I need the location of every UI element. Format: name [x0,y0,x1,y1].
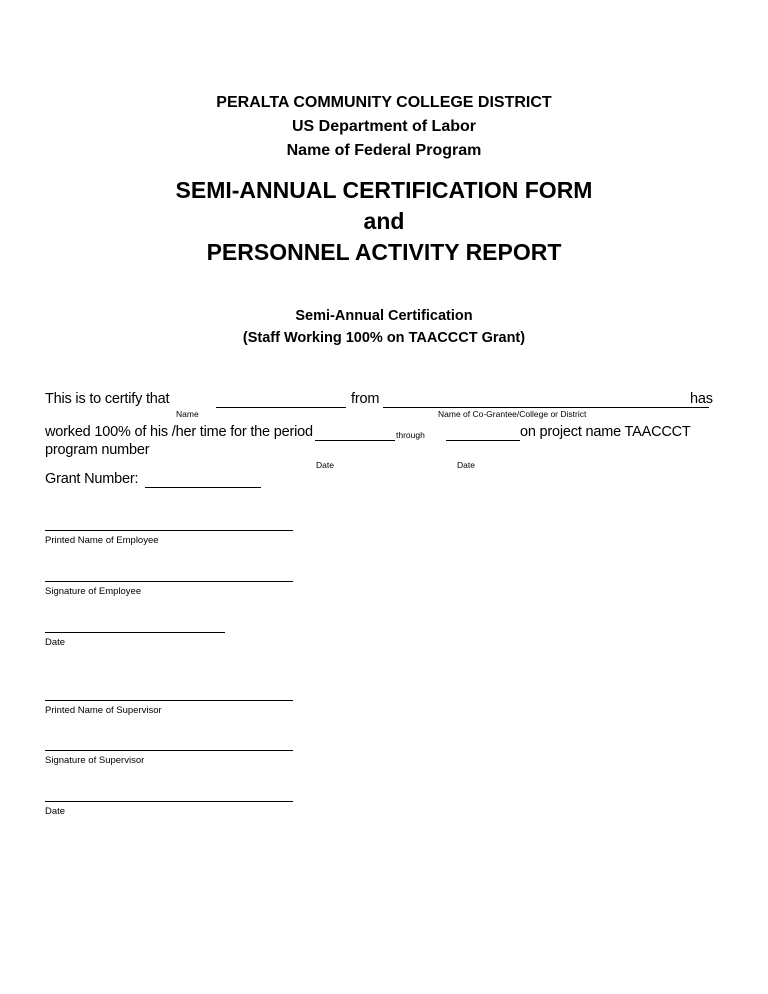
cograntee-field[interactable] [383,407,709,408]
signature-supervisor-label: Signature of Supervisor [45,755,145,766]
has-text: has [690,391,713,407]
title-line-2: and [363,208,405,234]
supervisor-date-field[interactable] [45,801,293,802]
printed-name-supervisor-label: Printed Name of Supervisor [45,705,162,716]
program-number-text: program number [45,442,150,458]
signature-supervisor-field[interactable] [45,750,293,751]
cograntee-label: Name of Co-Grantee/College or District [438,409,587,419]
grant-number-field[interactable] [145,487,261,488]
subtitle-line-1: Semi-Annual Certification [295,308,473,324]
program-name: Name of Federal Program [286,142,482,159]
through-text: through [396,430,425,440]
printed-name-employee-field[interactable] [45,530,293,531]
date-label-end: Date [457,460,475,470]
district-name: PERALTA COMMUNITY COLLEGE DISTRICT [216,94,552,111]
supervisor-date-label: Date [45,806,66,817]
employee-date-label: Date [45,637,66,648]
certify-prefix: This is to certify that [45,391,170,407]
printed-name-employee-label: Printed Name of Employee [45,535,159,546]
date-label-start: Date [316,460,334,470]
worked-text: worked 100% of his /her time for the period [45,424,313,440]
employee-name-field[interactable] [216,407,346,408]
from-text: from [351,391,380,407]
signature-employee-field[interactable] [45,581,293,582]
signature-employee-label: Signature of Employee [45,586,142,597]
department-name: US Department of Labor [291,118,476,135]
period-end-field[interactable] [446,440,520,441]
grant-number-label: Grant Number: [45,471,139,487]
period-start-field[interactable] [315,440,395,441]
printed-name-supervisor-field[interactable] [45,700,293,701]
subtitle-line-2: (Staff Working 100% on TAACCCT Grant) [242,330,526,346]
employee-date-field[interactable] [45,632,225,633]
on-project-text: on project name TAACCCT [520,424,691,440]
name-label: Name [176,409,199,419]
title-line-1: SEMI-ANNUAL CERTIFICATION FORM [175,177,593,203]
title-line-3: PERSONNEL ACTIVITY REPORT [206,239,562,265]
